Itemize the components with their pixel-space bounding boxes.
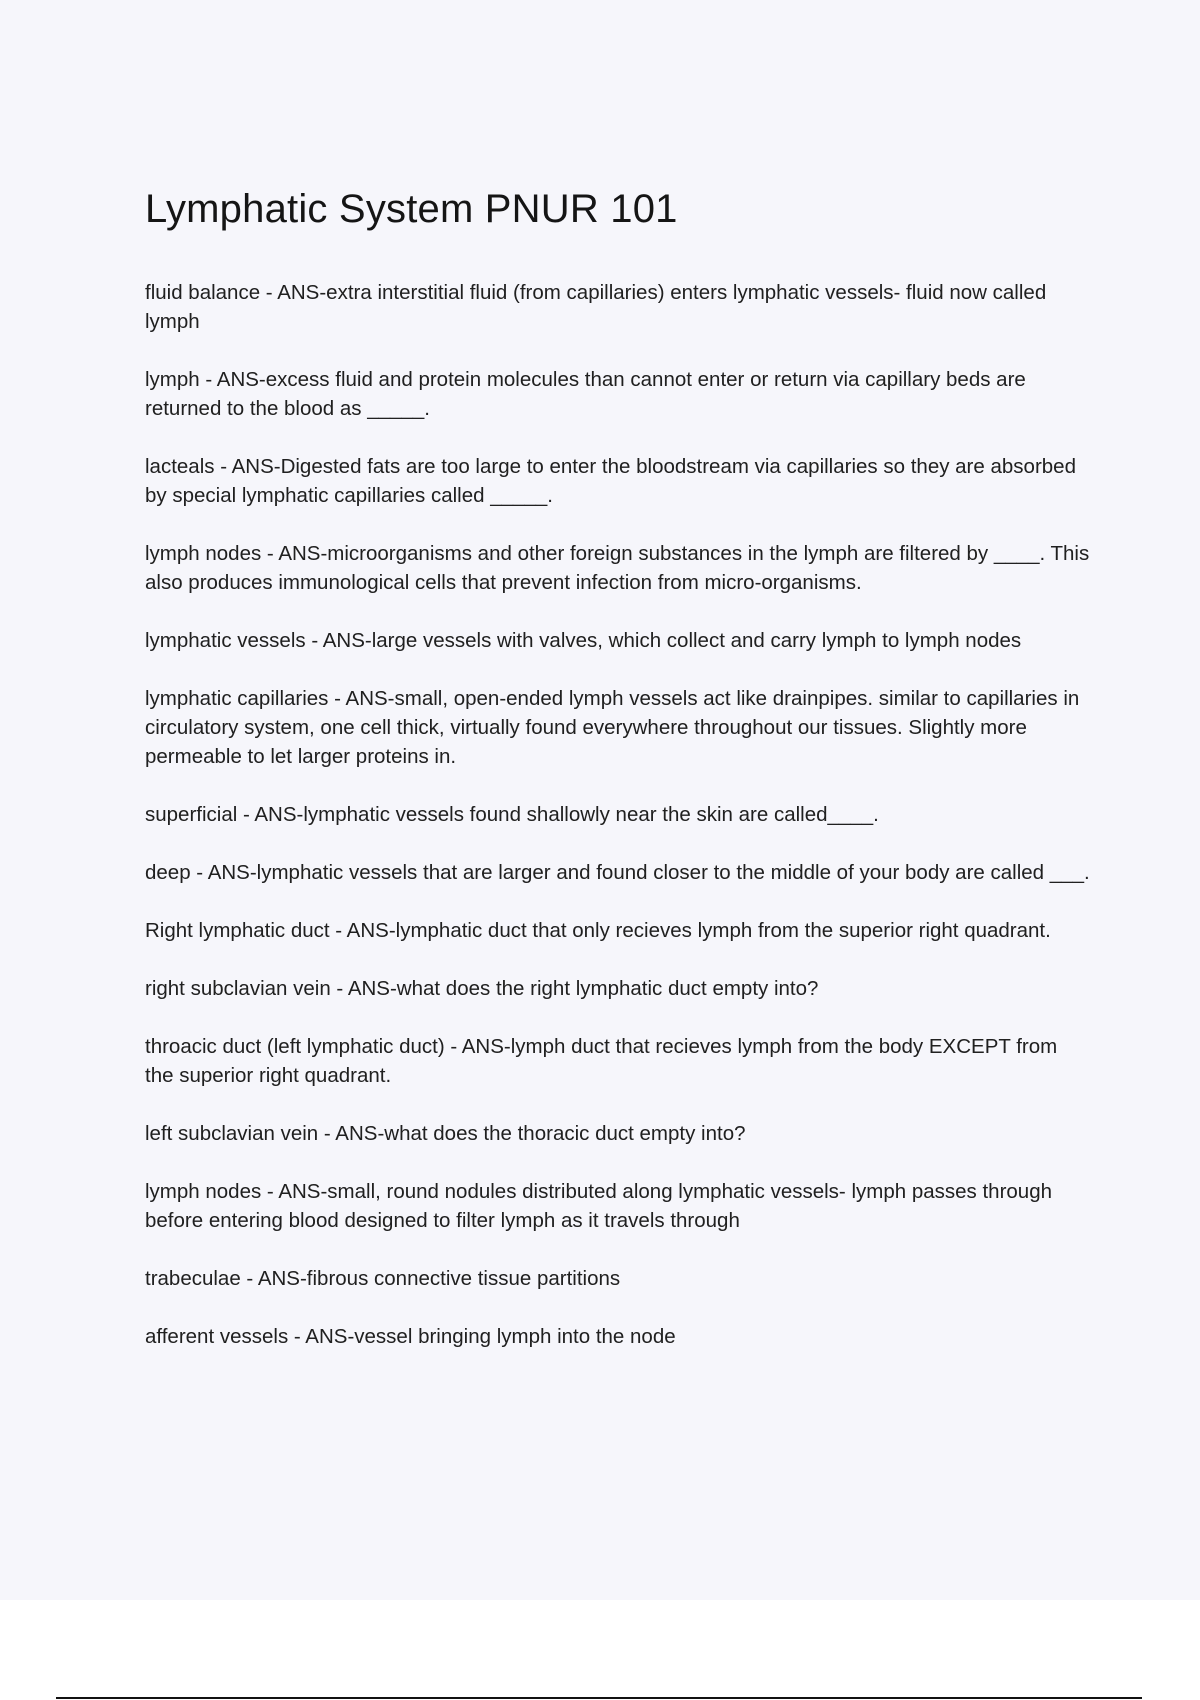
- flashcard-entry: throacic duct (left lymphatic duct) - ANS-lymph duct that recieves lymph from the body EXCEPT from the superior right quadrant.: [145, 1035, 1058, 1087]
- flashcard-entry: fluid balance - ANS-extra interstitial fluid (from capillaries) enters lymphatic vessels- fluid now called lymph: [145, 281, 1047, 333]
- flashcard-entry: trabeculae - ANS-fibrous connective tissue partitions: [145, 1267, 621, 1290]
- flashcard-list: [145, 278, 1090, 1351]
- flashcard-entry: superficial - ANS-lymphatic vessels found shallowly near the skin are called____.: [145, 803, 879, 826]
- flashcard-entry: afferent vessels - ANS-vessel bringing lymph into the node: [145, 1325, 676, 1348]
- flashcard-entry: lymph nodes - ANS-small, round nodules distributed along lymphatic vessels- lymph passes through before entering blood designed to filter lymph as it travels through: [145, 1180, 1053, 1232]
- flashcard-entry: right subclavian vein - ANS-what does the right lymphatic duct empty into?: [145, 977, 819, 1000]
- document-title: Lymphatic System PNUR 101: [145, 187, 678, 231]
- flashcard-entry: left subclavian vein - ANS-what does the thoracic duct empty into?: [145, 1122, 746, 1145]
- flashcard-entry: lymphatic capillaries - ANS-small, open-ended lymph vessels act like drainpipes. similar to capillaries in circulatory system, one cell thick, virtually found everywhere throughout our tissues. Slightly more permeable to let larger proteins in.: [145, 687, 1080, 768]
- document-content: [145, 186, 1090, 1380]
- flashcard-entry: lymph - ANS-excess fluid and protein molecules than cannot enter or return via capillary beds are returned to the blood as _____.: [145, 368, 1026, 420]
- flashcard-entry: deep - ANS-lymphatic vessels that are larger and found closer to the middle of your body are called ___.: [145, 861, 1090, 884]
- flashcard-entry: lacteals - ANS-Digested fats are too large to enter the bloodstream via capillaries so they are absorbed by special lymphatic capillaries called _____.: [145, 455, 1076, 507]
- page-divider: [56, 1697, 1142, 1699]
- flashcard-entry: Right lymphatic duct - ANS-lymphatic duct that only recieves lymph from the superior right quadrant.: [145, 919, 1051, 942]
- flashcard-entry: lymphatic vessels - ANS-large vessels with valves, which collect and carry lymph to lymph nodes: [145, 629, 1022, 652]
- flashcard-entry: lymph nodes - ANS-microorganisms and other foreign substances in the lymph are filtered by ____. This also produces immunological cells that prevent infection from micro-organisms.: [145, 542, 1090, 594]
